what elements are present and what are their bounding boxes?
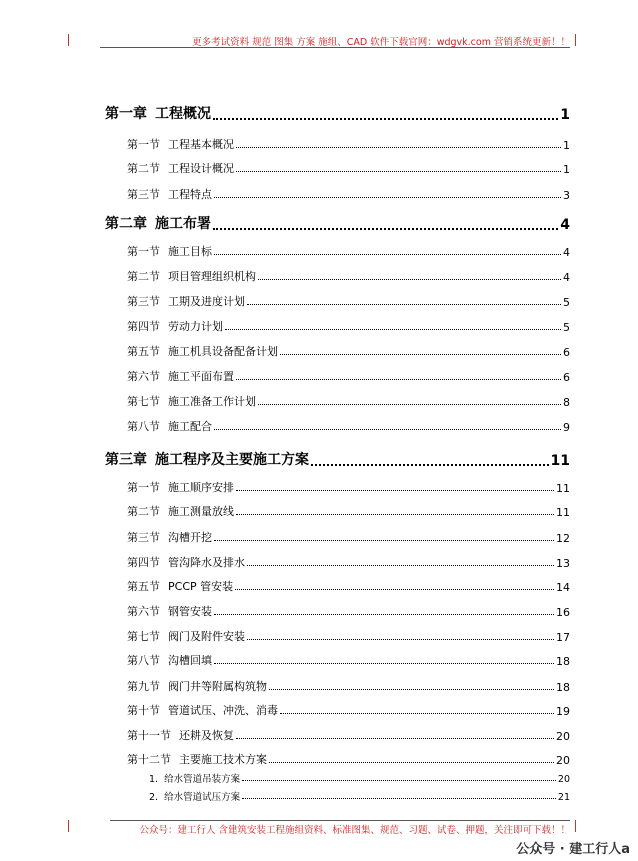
toc-entry-title: 主要施工技术方案 bbox=[179, 753, 267, 766]
dot-leader bbox=[258, 404, 561, 405]
toc-entry-title: 工程特点 bbox=[168, 188, 212, 201]
dot-leader bbox=[242, 798, 556, 799]
toc-entry-title: 沟槽回填 bbox=[168, 654, 212, 667]
toc-section[interactable] bbox=[127, 318, 570, 334]
dot-leader bbox=[236, 738, 554, 739]
dot-leader bbox=[280, 354, 561, 355]
toc-entry-num: 第二节 bbox=[127, 162, 160, 175]
toc-entry-page: 1 bbox=[563, 163, 570, 176]
toc-entry-page: 17 bbox=[556, 631, 570, 644]
toc-chapter[interactable] bbox=[105, 103, 570, 123]
toc-section[interactable] bbox=[127, 343, 570, 359]
toc-entry-num: 第三节 bbox=[127, 295, 160, 308]
dot-leader bbox=[269, 762, 554, 763]
dot-leader bbox=[247, 565, 554, 566]
toc-section[interactable] bbox=[127, 136, 570, 152]
toc-chapter[interactable] bbox=[105, 449, 570, 469]
dot-leader bbox=[236, 514, 554, 515]
toc-entry-title: 阀门井等附属构筑物 bbox=[168, 680, 267, 693]
toc-entry-num: 第七节 bbox=[127, 395, 160, 408]
toc-entry-title: 给水管道吊装方案 bbox=[164, 774, 241, 785]
toc-section[interactable] bbox=[127, 243, 570, 259]
toc-section[interactable] bbox=[127, 652, 570, 668]
toc-section[interactable] bbox=[127, 160, 570, 176]
dot-leader bbox=[236, 379, 561, 380]
toc-section[interactable] bbox=[127, 554, 570, 570]
crop-mark-top-right bbox=[575, 34, 576, 46]
toc-entry-title: 工期及进度计划 bbox=[168, 295, 245, 308]
toc-entry-page: 4 bbox=[560, 217, 570, 233]
toc-entry-title: 钢管安装 bbox=[168, 605, 212, 618]
toc-entry-num: 第一章 bbox=[105, 106, 147, 122]
toc-section[interactable] bbox=[127, 479, 570, 495]
footer-rule bbox=[110, 820, 570, 821]
toc-entry-num: 第五节 bbox=[127, 580, 160, 593]
header-rule bbox=[100, 47, 570, 48]
dot-leader bbox=[242, 780, 556, 781]
toc-entry-num: 第九节 bbox=[127, 680, 160, 693]
toc-entry-title: 管道试压、冲洗、消毒 bbox=[168, 704, 278, 717]
toc-entry-page: 19 bbox=[556, 705, 570, 718]
toc-entry-page: 12 bbox=[556, 532, 570, 545]
toc-entry-title: 施工平面布置 bbox=[168, 370, 234, 383]
toc-section[interactable] bbox=[127, 603, 570, 619]
toc-entry-title: 工程基本概况 bbox=[168, 138, 234, 151]
toc-section[interactable] bbox=[127, 678, 570, 694]
toc-entry-title: 劳动力计划 bbox=[168, 320, 223, 333]
toc-entry-page: 13 bbox=[556, 557, 570, 570]
toc-section[interactable] bbox=[127, 503, 570, 519]
toc-entry-num: 第七节 bbox=[127, 630, 160, 643]
toc-entry-page: 11 bbox=[556, 506, 570, 519]
toc-entry-title: 给水管道试压方案 bbox=[164, 792, 241, 803]
toc-entry-num: 第四节 bbox=[127, 556, 160, 569]
toc-entry-title: 工程概况 bbox=[155, 106, 211, 122]
toc-section[interactable] bbox=[127, 186, 570, 202]
dot-leader bbox=[247, 304, 561, 305]
toc-entry-title: 施工测量放线 bbox=[168, 505, 234, 518]
dot-leader bbox=[214, 663, 554, 664]
toc-entry-page: 20 bbox=[556, 730, 570, 743]
dot-leader bbox=[225, 329, 561, 330]
crop-mark-top-left bbox=[68, 34, 69, 46]
toc-section[interactable] bbox=[127, 268, 570, 284]
dot-leader bbox=[214, 540, 554, 541]
toc-entry-page: 3 bbox=[563, 189, 570, 202]
toc-entry-num: 第八节 bbox=[127, 654, 160, 667]
toc-entry-num: 1. bbox=[149, 774, 159, 785]
dot-leader bbox=[213, 118, 558, 120]
toc-entry-page: 5 bbox=[563, 296, 570, 309]
toc-entry-title: 还耕及恢复 bbox=[179, 729, 234, 742]
toc-entry-num: 第十一节 bbox=[127, 729, 171, 742]
watermark: 公众号 · 建工行人a bbox=[516, 842, 630, 857]
toc-entry-title: 施工程序及主要施工方案 bbox=[155, 452, 309, 468]
toc-entry-page: 1 bbox=[563, 139, 570, 152]
dot-leader bbox=[214, 197, 561, 198]
toc-subsection[interactable] bbox=[149, 771, 570, 785]
toc-entry-page: 6 bbox=[563, 371, 570, 384]
toc-entry-title: 施工机具设备配备计划 bbox=[168, 345, 278, 358]
dot-leader bbox=[213, 228, 558, 230]
toc-entry-page: 4 bbox=[563, 271, 570, 284]
toc-entry-page: 5 bbox=[563, 321, 570, 334]
toc-entry-num: 第三章 bbox=[105, 452, 147, 468]
toc-entry-num: 第一节 bbox=[127, 245, 160, 258]
toc-entry-page: 20 bbox=[557, 774, 570, 785]
toc-entry-page: 14 bbox=[556, 581, 570, 594]
toc-entry-page: 11 bbox=[550, 453, 570, 469]
toc-entry-num: 第四节 bbox=[127, 320, 160, 333]
toc-entry-page: 20 bbox=[556, 754, 570, 767]
toc-entry-title: 项目管理组织机构 bbox=[168, 270, 256, 283]
toc-entry-title: 施工配合 bbox=[168, 420, 212, 433]
dot-leader bbox=[214, 614, 554, 615]
toc-entry-num: 第二节 bbox=[127, 270, 160, 283]
toc-entry-num: 第六节 bbox=[127, 605, 160, 618]
toc-chapter[interactable] bbox=[105, 213, 570, 233]
dot-leader bbox=[236, 490, 554, 491]
toc-entry-num: 第三节 bbox=[127, 531, 160, 544]
toc-entry-num: 2. bbox=[149, 792, 159, 803]
toc-entry-num: 第二节 bbox=[127, 505, 160, 518]
toc-section[interactable] bbox=[127, 393, 570, 409]
toc-entry-page: 8 bbox=[563, 396, 570, 409]
dot-leader bbox=[214, 429, 561, 430]
toc-section[interactable] bbox=[127, 628, 570, 644]
toc-section[interactable] bbox=[127, 529, 570, 545]
crop-mark-bottom-right bbox=[575, 820, 576, 832]
toc-entry-num: 第三节 bbox=[127, 188, 160, 201]
toc-entry-page: 16 bbox=[556, 606, 570, 619]
toc-entry-title: 施工准备工作计划 bbox=[168, 395, 256, 408]
toc-section[interactable] bbox=[127, 578, 570, 594]
toc-entry-num: 第十二节 bbox=[127, 753, 171, 766]
toc-subsection[interactable] bbox=[149, 789, 570, 803]
toc-entry-title: PCCP 管安装 bbox=[168, 580, 234, 593]
toc-section[interactable] bbox=[127, 293, 570, 309]
dot-leader bbox=[269, 689, 554, 690]
toc-section[interactable] bbox=[127, 727, 570, 743]
toc-entry-title: 阀门及附件安装 bbox=[168, 630, 245, 643]
dot-leader bbox=[235, 589, 554, 590]
toc-entry-page: 6 bbox=[563, 346, 570, 359]
dot-leader bbox=[236, 147, 561, 148]
toc-entry-page: 18 bbox=[556, 681, 570, 694]
page-footer: 公众号：建工行人 含建筑安装工程施组资料、标准图集、规范、习题、试卷、押题，关注即可下载！！ bbox=[139, 825, 570, 836]
toc-section[interactable] bbox=[127, 702, 570, 718]
toc-entry-num: 第二章 bbox=[105, 216, 147, 232]
dot-leader bbox=[247, 639, 554, 640]
toc-entry-title: 施工顺序安排 bbox=[168, 481, 234, 494]
toc-entry-page: 4 bbox=[563, 246, 570, 259]
toc-entry-title: 管沟降水及排水 bbox=[168, 556, 245, 569]
toc-entry-title: 施工布署 bbox=[155, 216, 211, 232]
toc-entry-title: 沟槽开挖 bbox=[168, 531, 212, 544]
toc-section[interactable] bbox=[127, 751, 570, 767]
toc-section[interactable] bbox=[127, 368, 570, 384]
page-header: 更多考试资料 规范 图集 方案 施组、CAD 软件下载官网：wdgvk.com 营销系统更新！！ bbox=[192, 37, 570, 48]
toc-entry-num: 第八节 bbox=[127, 420, 160, 433]
dot-leader bbox=[258, 279, 561, 280]
toc-entry-num: 第一节 bbox=[127, 138, 160, 151]
toc-entry-page: 21 bbox=[557, 792, 570, 803]
toc-section[interactable] bbox=[127, 418, 570, 434]
dot-leader bbox=[236, 171, 561, 172]
toc-entry-num: 第十节 bbox=[127, 704, 160, 717]
toc-entry-title: 工程设计概况 bbox=[168, 162, 234, 175]
dot-leader bbox=[311, 464, 549, 466]
toc-entry-num: 第五节 bbox=[127, 345, 160, 358]
crop-mark-bottom-left bbox=[68, 820, 69, 832]
toc-entry-page: 9 bbox=[563, 421, 570, 434]
dot-leader bbox=[214, 254, 561, 255]
toc-entry-page: 11 bbox=[556, 482, 570, 495]
dot-leader bbox=[280, 713, 554, 714]
toc-entry-num: 第六节 bbox=[127, 370, 160, 383]
toc-entry-title: 施工目标 bbox=[168, 245, 212, 258]
toc-entry-page: 18 bbox=[556, 655, 570, 668]
toc-entry-page: 1 bbox=[560, 107, 570, 123]
toc-entry-num: 第一节 bbox=[127, 481, 160, 494]
